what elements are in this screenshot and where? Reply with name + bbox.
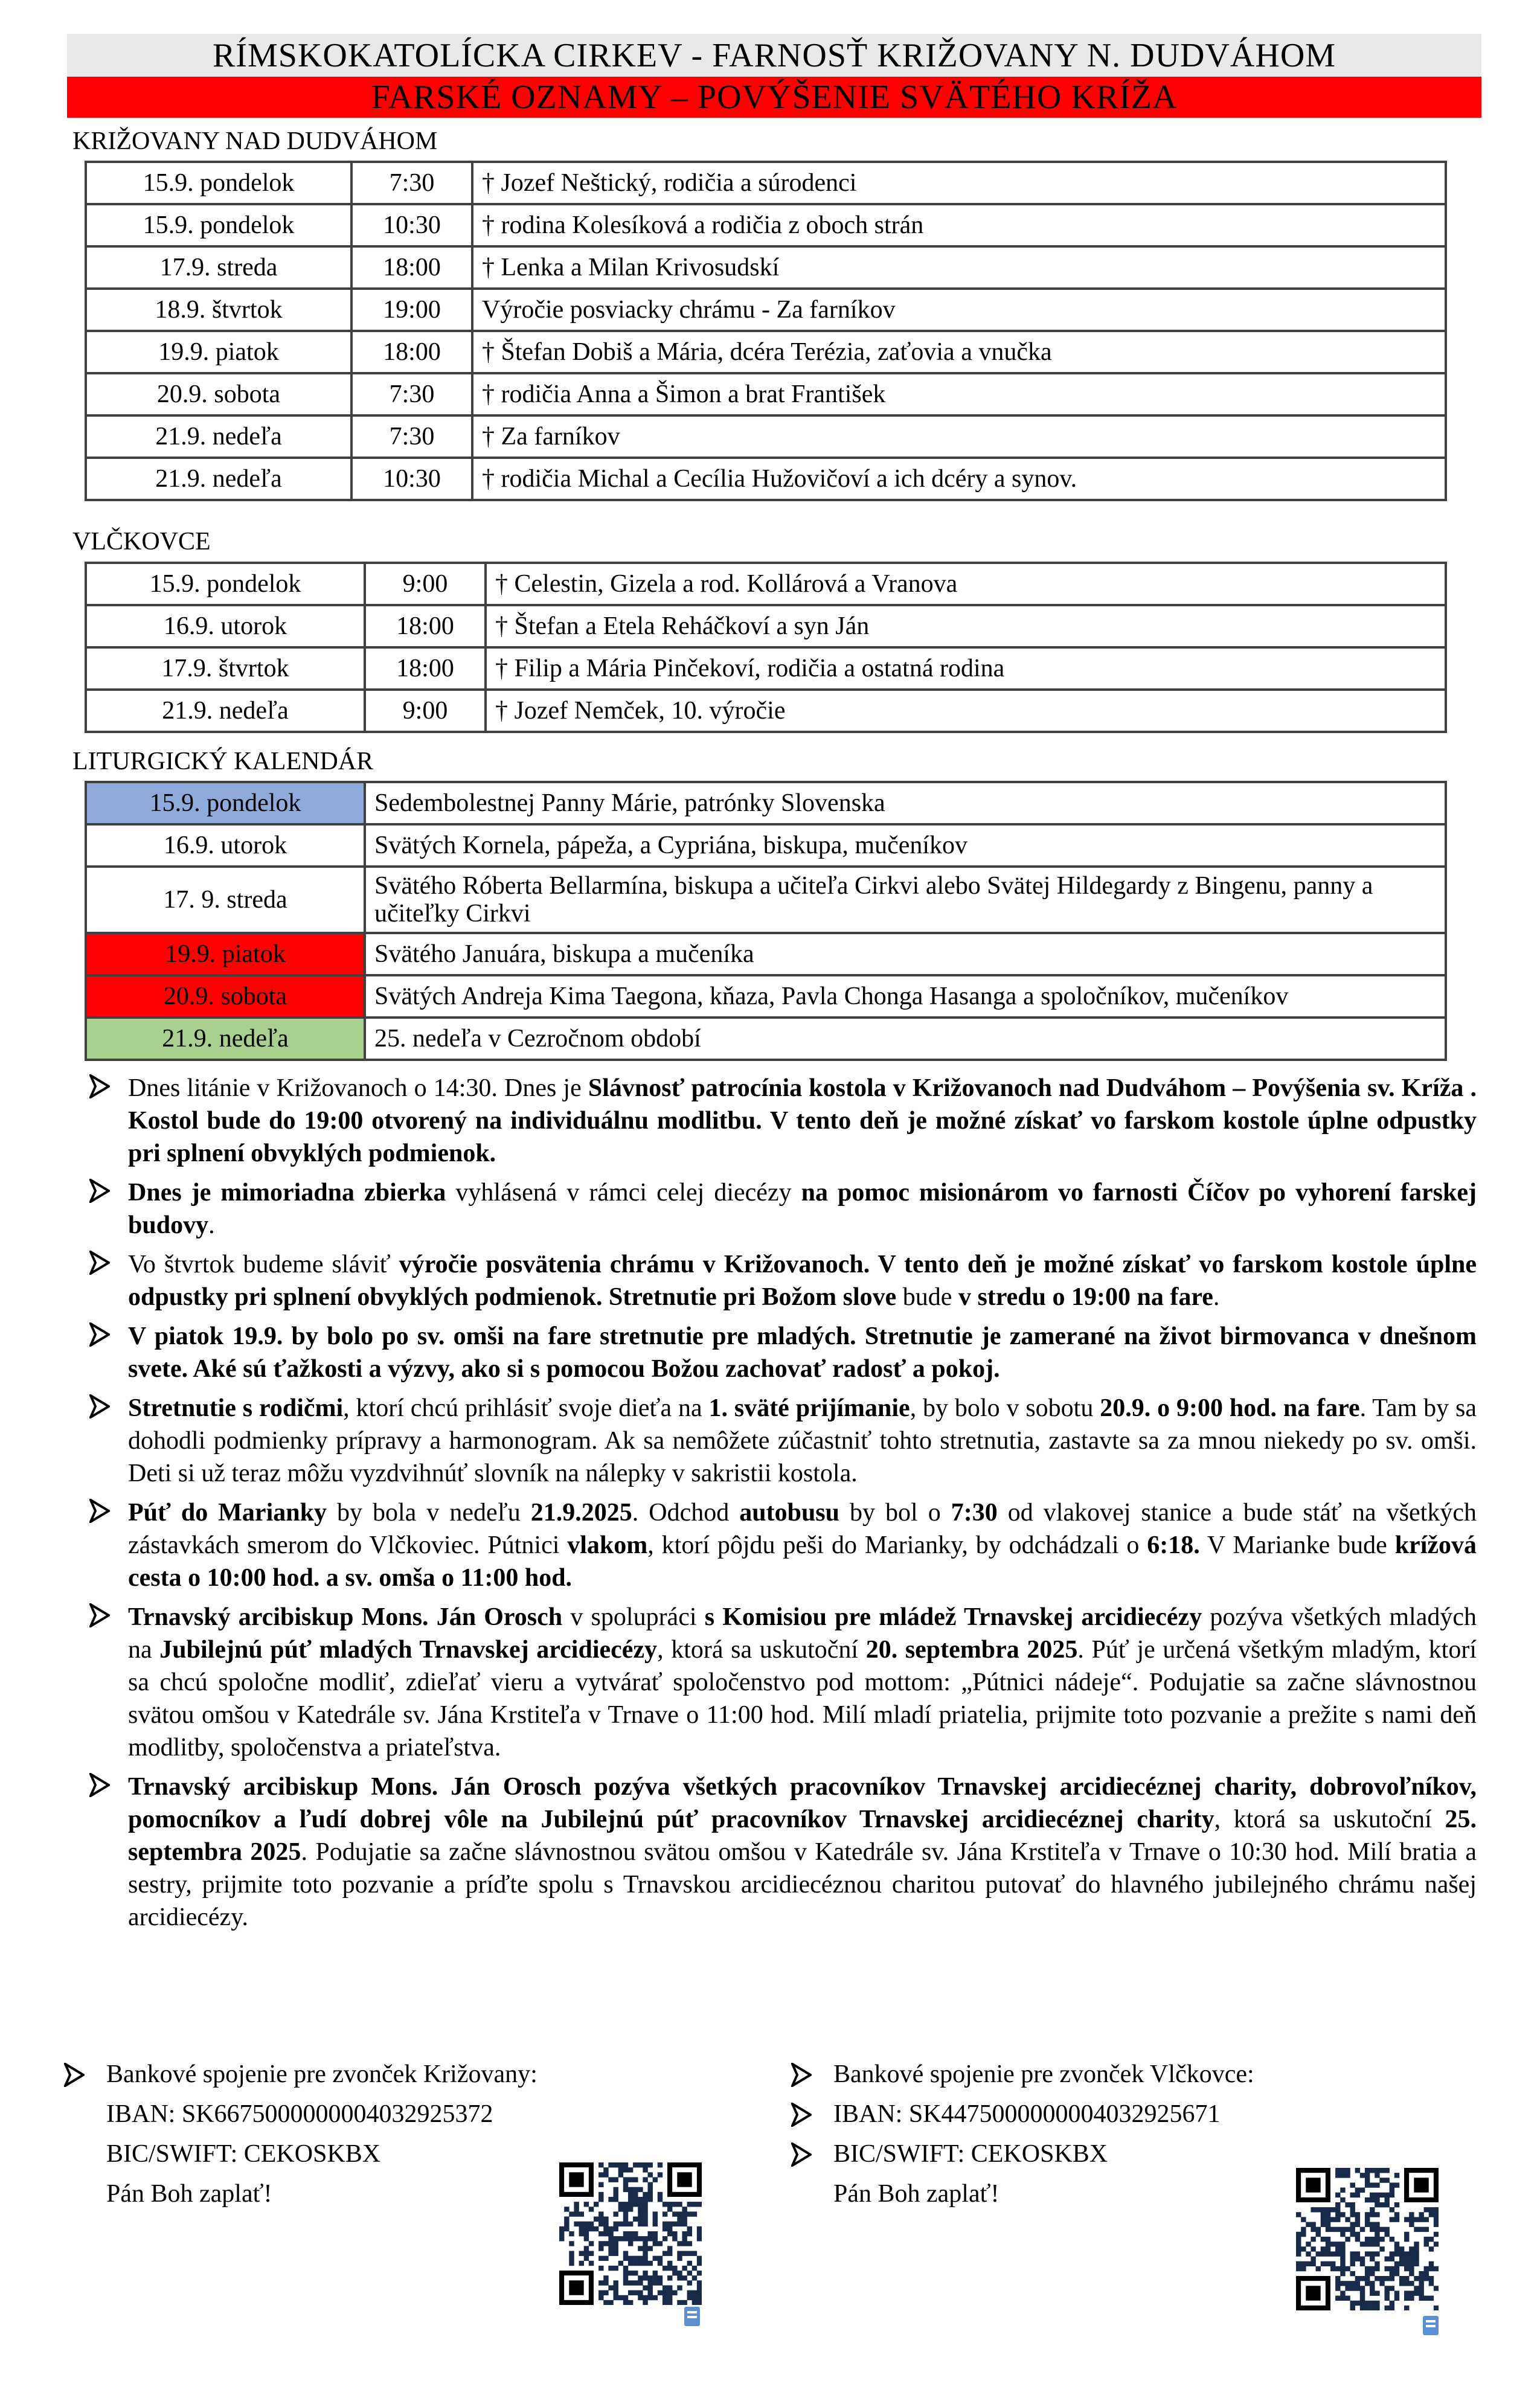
announcement-text: , ktorá sa uskutoční bbox=[657, 1636, 866, 1664]
announcement-text: na pomoc misionárom vo farnosti Číčov po vyhorení farskej budovy bbox=[128, 1179, 1477, 1239]
mass-time: 7:30 bbox=[351, 162, 472, 204]
arrow-bullet-icon bbox=[791, 2103, 812, 2127]
bic-row bbox=[58, 2134, 537, 2174]
announcement-text: . Púť je určená všetkým mladým, ktorí sa chcú spoločne modliť, zdieľať vieru a vytvárať spoločenstvo pod mottom: „Pútnici nádeje“. Podujatie sa začne slávnostnou svätou omšou v Katedrále sv. Jána Krstiteľa v Trnave o 11:00 hod. Milí mladí priatelia, prijmite toto pozvanie a prežite s nami deň modlitby, spoločenstva a priateľstva. bbox=[128, 1636, 1477, 1761]
mass-time: 18:00 bbox=[351, 246, 472, 289]
announcement-text: Vo štvrtok budeme sláviť bbox=[128, 1251, 399, 1278]
table-row bbox=[86, 458, 1446, 500]
mass-time: 19:00 bbox=[351, 289, 472, 331]
announcement-text: Jubilejnú púť mladých Trnavskej arcidiecézy bbox=[159, 1636, 658, 1664]
arrow-bullet-icon bbox=[89, 1603, 110, 1627]
liturgical-calendar-table bbox=[85, 781, 1447, 1061]
announcement-text: bude bbox=[896, 1283, 958, 1311]
table-row bbox=[86, 162, 1446, 204]
announcement-text: , by bolo v sobotu bbox=[910, 1394, 1100, 1422]
table-row bbox=[86, 563, 1446, 605]
table-row bbox=[86, 289, 1446, 331]
bank-logo-icon bbox=[1423, 2316, 1439, 2335]
calendar-feast: Svätých Kornela, pápeža, a Cypriána, biskupa, mučeníkov bbox=[365, 824, 1446, 867]
bank-label-row bbox=[785, 2054, 1254, 2094]
announcement-text: autobusu bbox=[739, 1499, 840, 1527]
mass-date: 21.9. nedeľa bbox=[86, 690, 365, 732]
section-title-calendar: LITURGICKÝ KALENDÁR bbox=[72, 748, 374, 775]
mass-intention: † Štefan Dobiš a Mária, dcéra Terézia, zaťovia a vnučka bbox=[472, 331, 1446, 373]
bic-row bbox=[785, 2134, 1254, 2174]
announcement-text: Dnes litánie v Križovanoch o 14:30. Dnes je bbox=[128, 1074, 588, 1102]
mass-intention: † Štefan a Etela Reháčkoví a syn Ján bbox=[486, 605, 1446, 647]
mass-intention: † Celestin, Gizela a rod. Kollárová a Vranova bbox=[486, 563, 1446, 605]
calendar-feast: Sedembolestnej Panny Márie, patrónky Slovenska bbox=[365, 782, 1446, 824]
table-row bbox=[86, 373, 1446, 415]
table-row bbox=[86, 204, 1446, 246]
arrow-bullet-icon bbox=[89, 1394, 110, 1418]
qr-code-icon bbox=[559, 2162, 702, 2305]
calendar-feast: 25. nedeľa v Cezročnom období bbox=[365, 1018, 1446, 1060]
calendar-date: 19.9. piatok bbox=[86, 933, 365, 975]
table-row bbox=[86, 246, 1446, 289]
mass-time: 18:00 bbox=[365, 605, 486, 647]
announcement-text: by bola v nedeľu bbox=[326, 1499, 531, 1527]
announcement-text: od vlakovej stanice a bude stáť na všetkých zástavkách smerom do Vlčkoviec. Pútnici bbox=[128, 1499, 1477, 1559]
mass-intention: † Filip a Mária Pinčekoví, rodičia a ostatná rodina bbox=[486, 647, 1446, 690]
arrow-bullet-icon bbox=[791, 2143, 812, 2167]
announcement-text: 20. septembra 2025 bbox=[865, 1636, 1078, 1664]
announcement-text: výročie posvätenia chrámu v Križovanoch. V tento deň je možné získať vo farskom kostole úplne odpustky pri splnení obvyklých podmienok. Stretnutie pri Božom slove bbox=[128, 1251, 1477, 1311]
announcement-text: v stredu o 19:00 na fare bbox=[958, 1283, 1213, 1311]
announcement-text: . Tam by sa dohodli podmienky prípravy a harmonogram. Ak sa nemôžete zúčastniť tohto stretnutia, zastavte sa za mnou niekedy po sv. omši. Deti si už teraz môžu vyzdvihnúť slovník na nálepky v sakristii kostola. bbox=[128, 1394, 1477, 1487]
announcement-text: vlakom bbox=[567, 1531, 648, 1559]
table-row bbox=[86, 647, 1446, 690]
mass-time: 18:00 bbox=[351, 331, 472, 373]
announcement-text: Slávnosť patrocínia kostola v Križovanoch nad Dudváhom – Povýšenia sv. Kríža . Kostol bude do 19:00 otvorený na individuálnu modlitbu. V tento deň je možné získať vo farskom kostole úplne odpustky pri splnení obvyklých podmienok. bbox=[128, 1074, 1477, 1167]
announcement-text: krížová cesta o 10:00 hod. a sv. omša o 11:00 hod. bbox=[128, 1531, 1477, 1592]
mass-date: 21.9. nedeľa bbox=[86, 415, 351, 458]
mass-date: 18.9. štvrtok bbox=[86, 289, 351, 331]
table-row bbox=[86, 690, 1446, 732]
announcement-text: , ktorá sa uskutoční bbox=[1214, 1806, 1445, 1833]
mass-date: 21.9. nedeľa bbox=[86, 458, 351, 500]
arrow-bullet-icon bbox=[89, 1499, 110, 1523]
thanks-text: Pán Boh zaplať! bbox=[833, 2180, 999, 2208]
arrow-bullet-icon bbox=[89, 1322, 110, 1347]
section-title-krizovany: KRIŽOVANY NAD DUDVÁHOM bbox=[72, 127, 438, 155]
mass-time: 7:30 bbox=[351, 415, 472, 458]
mass-intention: † Za farníkov bbox=[472, 415, 1446, 458]
announcement-text: 1. sväté prijímanie bbox=[708, 1394, 910, 1422]
mass-date: 17.9. streda bbox=[86, 246, 351, 289]
announcement-text: by bol o bbox=[839, 1499, 951, 1527]
mass-intention: Výročie posviacky chrámu - Za farníkov bbox=[472, 289, 1446, 331]
thanks-row bbox=[58, 2174, 537, 2214]
calendar-feast: Svätých Andreja Kima Taegona, kňaza, Pavla Chonga Hasanga a spoločníkov, mučeníkov bbox=[365, 975, 1446, 1018]
thanks-row bbox=[785, 2174, 1254, 2214]
arrow-bullet-icon bbox=[89, 1251, 110, 1275]
announcement-text: Dnes je mimoriadna zbierka bbox=[128, 1179, 446, 1207]
mass-table-vlckovce bbox=[85, 562, 1447, 733]
announcement-text: V Marianke bude bbox=[1199, 1531, 1395, 1559]
announcement-text: Trnavský arcibiskup Mons. Ján Orosch bbox=[128, 1603, 563, 1631]
announcement-text: 21.9.2025 bbox=[530, 1499, 632, 1527]
mass-intention: † Jozef Nemček, 10. výročie bbox=[486, 690, 1446, 732]
calendar-row bbox=[86, 975, 1446, 1018]
announcement-item bbox=[85, 1601, 1477, 1764]
qr-code-icon bbox=[1296, 2168, 1439, 2310]
mass-date: 15.9. pondelok bbox=[86, 204, 351, 246]
calendar-row bbox=[86, 824, 1446, 867]
announcement-item bbox=[85, 1072, 1477, 1170]
announcement-text: v spolupráci bbox=[562, 1603, 705, 1631]
bank-info-vlckovce bbox=[785, 2054, 1254, 2214]
announcement-text: s Komisiou pre mládež Trnavskej arcidiecézy bbox=[704, 1603, 1202, 1631]
announcements-list bbox=[85, 1072, 1477, 1940]
bic-text: BIC/SWIFT: CEKOSKBX bbox=[106, 2140, 381, 2168]
calendar-row bbox=[86, 782, 1446, 824]
bank-label: Bankové spojenie pre zvonček Križovany: bbox=[106, 2060, 537, 2088]
announcement-text: . bbox=[1213, 1283, 1220, 1311]
announcement-text: Stretnutie s rodičmi bbox=[128, 1394, 344, 1422]
page-subtitle: FARSKÉ OZNAMY – POVÝŠENIE SVÄTÉHO KRÍŽA bbox=[67, 77, 1481, 118]
calendar-feast: Svätého Róberta Bellarmína, biskupa a učiteľa Cirkvi alebo Svätej Hildegardy z Bingenu, panny a učiteľky Cirkvi bbox=[365, 867, 1446, 933]
table-row bbox=[86, 605, 1446, 647]
mass-time: 9:00 bbox=[365, 563, 486, 605]
calendar-row bbox=[86, 933, 1446, 975]
announcement-text: . bbox=[208, 1211, 215, 1239]
mass-table-krizovany bbox=[85, 161, 1447, 501]
iban-text: IBAN: SK6675000000004032925372 bbox=[106, 2100, 493, 2128]
mass-time: 9:00 bbox=[365, 690, 486, 732]
announcement-item bbox=[85, 1176, 1477, 1242]
calendar-date: 21.9. nedeľa bbox=[86, 1018, 365, 1060]
mass-date: 19.9. piatok bbox=[86, 331, 351, 373]
announcement-text: V piatok 19.9. by bolo po sv. omši na fare stretnutie pre mladých. Stretnutie je zamerané na život birmovanca v dnešnom svete. Aké sú ťažkosti a výzvy, ako si s pomocou Božou zachovať radosť a pokoj. bbox=[128, 1322, 1477, 1383]
calendar-date: 16.9. utorok bbox=[86, 824, 365, 867]
announcement-item bbox=[85, 1248, 1477, 1313]
mass-date: 17.9. štvrtok bbox=[86, 647, 365, 690]
mass-intention: † Lenka a Milan Krivosudskí bbox=[472, 246, 1446, 289]
bank-logo-icon bbox=[684, 2307, 700, 2326]
mass-intention: † rodina Kolesíková a rodičia z oboch strán bbox=[472, 204, 1446, 246]
calendar-row bbox=[86, 1018, 1446, 1060]
calendar-row bbox=[86, 867, 1446, 933]
arrow-bullet-icon bbox=[791, 2063, 812, 2087]
announcement-text: 25. septembra 2025 bbox=[128, 1806, 1477, 1866]
page-title: RÍMSKOKATOLÍCKA CIRKEV - FARNOSŤ KRIŽOVANY N. DUDVÁHOM bbox=[67, 34, 1481, 77]
announcement-item bbox=[85, 1496, 1477, 1594]
mass-time: 18:00 bbox=[365, 647, 486, 690]
announcement-text: 6:18. bbox=[1147, 1531, 1200, 1559]
arrow-bullet-icon bbox=[89, 1074, 110, 1098]
announcement-text: , ktorí chcú prihlásiť svoje dieťa na bbox=[343, 1394, 709, 1422]
announcement-text: Trnavský arcibiskup Mons. Ján Orosch pozýva všetkých pracovníkov Trnavskej arcidiecéznej charity, dobrovoľníkov, pomocníkov a ľudí dobrej vôle na Jubilejnú púť pracovníkov Trnavskej arcidiecéznej charity bbox=[128, 1773, 1477, 1833]
iban-row bbox=[58, 2094, 537, 2134]
calendar-date: 15.9. pondelok bbox=[86, 782, 365, 824]
bank-label-row bbox=[58, 2054, 537, 2094]
announcement-text: pozýva všetkých mladých na bbox=[128, 1603, 1477, 1664]
calendar-date: 17. 9. streda bbox=[86, 867, 365, 933]
mass-date: 15.9. pondelok bbox=[86, 563, 365, 605]
calendar-feast: Svätého Januára, biskupa a mučeníka bbox=[365, 933, 1446, 975]
arrow-bullet-icon bbox=[89, 1773, 110, 1797]
iban-row bbox=[785, 2094, 1254, 2134]
arrow-bullet-icon bbox=[64, 2063, 85, 2087]
announcement-text: 20.9. o 9:00 hod. na fare bbox=[1100, 1394, 1360, 1422]
announcement-item bbox=[85, 1392, 1477, 1490]
bank-info-krizovany bbox=[58, 2054, 537, 2214]
mass-time: 7:30 bbox=[351, 373, 472, 415]
announcement-text: . Odchod bbox=[632, 1499, 740, 1527]
bank-label: Bankové spojenie pre zvonček Vlčkovce: bbox=[833, 2060, 1254, 2088]
bic-text: BIC/SWIFT: CEKOSKBX bbox=[833, 2140, 1108, 2168]
section-title-vlckovce: VLČKOVCE bbox=[72, 528, 211, 556]
mass-time: 10:30 bbox=[351, 458, 472, 500]
iban-text: IBAN: SK4475000000004032925671 bbox=[833, 2100, 1221, 2128]
announcement-text: . Podujatie sa začne slávnostnou svätou omšou v Katedrále sv. Jána Krstiteľa v Trnave o 10:30 hod. Milí bratia a sestry, prijmite toto pozvanie a príďte spolu s Trnavskou arcidiecéznou charitou putovať do hlavného jubilejného chrámu našej arcidiecézy. bbox=[128, 1838, 1477, 1931]
calendar-date: 20.9. sobota bbox=[86, 975, 365, 1018]
mass-time: 10:30 bbox=[351, 204, 472, 246]
table-row bbox=[86, 331, 1446, 373]
mass-intention: † rodičia Anna a Šimon a brat František bbox=[472, 373, 1446, 415]
announcement-text: , ktorí pôjdu peši do Marianky, by odchádzali o bbox=[647, 1531, 1147, 1559]
announcement-text: vyhlásená v rámci celej diecézy bbox=[446, 1179, 801, 1207]
mass-intention: † Jozef Neštický, rodičia a súrodenci bbox=[472, 162, 1446, 204]
announcement-text: Púť do Marianky bbox=[128, 1499, 327, 1527]
thanks-text: Pán Boh zaplať! bbox=[106, 2180, 272, 2208]
table-row bbox=[86, 415, 1446, 458]
mass-date: 20.9. sobota bbox=[86, 373, 351, 415]
mass-date: 16.9. utorok bbox=[86, 605, 365, 647]
mass-date: 15.9. pondelok bbox=[86, 162, 351, 204]
announcement-text: 7:30 bbox=[951, 1499, 998, 1527]
mass-intention: † rodičia Michal a Cecília Hužovičoví a ich dcéry a synov. bbox=[472, 458, 1446, 500]
announcement-item bbox=[85, 1771, 1477, 1934]
announcement-item bbox=[85, 1320, 1477, 1385]
arrow-bullet-icon bbox=[89, 1179, 110, 1203]
